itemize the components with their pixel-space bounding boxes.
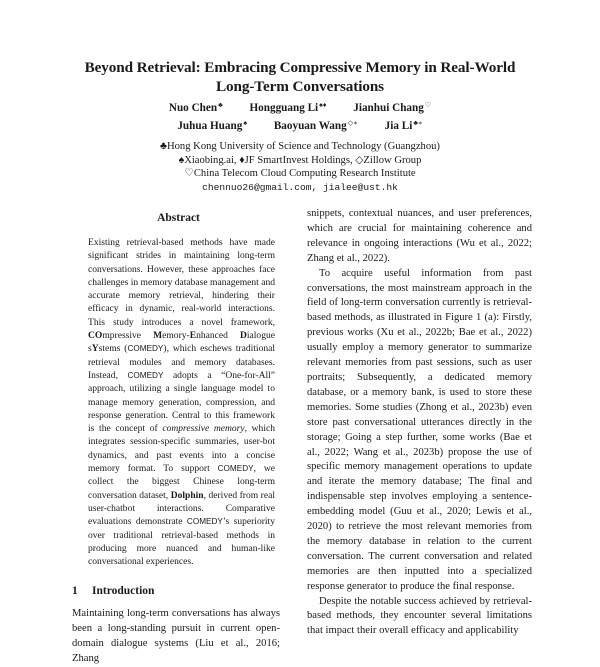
- affiliation-mark: ♠♦: [319, 101, 327, 109]
- abstract-text: adopts a “One-for-All” approach, utilizing a single language model to manage memory generation, compression, and response generation. Central to this framework is the concept of: [88, 369, 276, 435]
- author-name: Baoyuan Wang: [273, 120, 347, 132]
- acronym-letter: D: [239, 330, 247, 342]
- abstract-text: , which integrates session-specific summaries, user-bot dynamics, and past events into a concise memory format. To support: [88, 423, 275, 475]
- abstract-text: , derived from real user-chatbot interactions. Comparative evaluations demonstrate: [88, 489, 275, 528]
- affiliation-mark: ♣: [218, 101, 223, 109]
- author-list: [60, 98, 540, 134]
- introduction-paragraph: Maintaining long-term conversations has always been a long-standing pursuit in current open-domain dialogue systems (Liu et al., 2016; Zhang: [72, 608, 280, 665]
- author: [274, 120, 358, 132]
- emphasis-term: compressive memory: [162, 423, 245, 435]
- abstract-text: ), which eschews traditional retrieval modules and memory databases. Instead,: [88, 343, 276, 381]
- abstract-heading: Abstract: [157, 212, 200, 224]
- body-paragraph: To acquire useful information from past conversations, the most mainstream approach in the field of long-term conversation currently is retrieval-based methods, as illustrated in Figure 1 (a): Firstly, previous works (Xu et al., 2022b; Bae et al., 2022) usually employ a memory generator to summarize relevant memories from past sessions, such as user portraits; Subsequently, a dedicated memory database, or a memory bank, is used to store these memories. Some studies (Zhong et al., 2023b) even store past conversational utterances directly in the storage; Going a step further, some works (Bae et al., 2022; Wang et al., 2023b) propose the use of specific memory management operations to update and iterate the memory database; The final and indispensable step involves employing a sentence-embedding model (Guu et al., 2020; Lewis et al., 2020) to retrieve the most relevant memories from the memory database in relation to the current conversation. The current conversation and related memories are then inputted into a specialized response generator to produce the final response.: [307, 267, 532, 592]
- affiliation-line: ♠Xiaobing.ai, ♦JF SmartInvest Holdings, ◇Zillow Group: [178, 154, 422, 166]
- section-heading-introduction: [72, 585, 275, 597]
- abstract-text: nhanced: [196, 330, 240, 342]
- abstract-text: Existing retrieval-based methods have made significant strides in maintaining long-term conversations. However, these approaches face challenges in memory database management and accurate memory retrieval, hindering their efficacy in dynamic, real-world interactions. This study introduces a novel framework,: [88, 237, 275, 328]
- affiliation-mark: ◇∗: [347, 119, 358, 127]
- body-paragraph: snippets, contextual nuances, and user preferences, which are crucial for maintaining coherence and relevance in ongoing interactions (Wu et al., 2022; Zhang et al., 2022).: [307, 208, 532, 264]
- system-name: COMEDY: [127, 370, 164, 380]
- dataset-name: Dolphin: [170, 489, 204, 501]
- author: [249, 102, 326, 114]
- affiliations: [60, 140, 540, 194]
- author: [385, 120, 423, 132]
- system-name: COMEDY: [186, 517, 223, 527]
- author-name: Hongguang Li: [249, 102, 319, 114]
- abstract-text: ’s superiority over traditional retrieval-based methods in producing more nuanced and human-like conversational experiences.: [88, 516, 275, 568]
- title-line-2: Long-Term Conversations: [215, 78, 384, 95]
- author: [177, 120, 247, 132]
- system-name: COMEDY: [217, 464, 254, 474]
- author-name: Juhua Huang: [177, 120, 243, 132]
- paper-title: [60, 58, 540, 96]
- title-line-1: Beyond Retrieval: Embracing Compressive Memory in Real-World: [84, 59, 516, 76]
- section-number: 1: [72, 585, 78, 598]
- abstract-text: mpressive: [102, 330, 154, 342]
- acronym-letter: M: [153, 330, 163, 342]
- author-name: Jianhui Chang: [353, 102, 424, 114]
- abstract-text: stems (: [98, 343, 128, 355]
- author: [169, 102, 223, 114]
- acronym-letter: E: [189, 330, 197, 342]
- contact-emails: chennuo26@gmail.com, jialee@ust.hk: [202, 181, 398, 193]
- author: [353, 102, 431, 114]
- author-row-1: [60, 98, 540, 116]
- abstract-body: [88, 236, 275, 568]
- right-column: [307, 207, 532, 639]
- abstract-text: , we collect the biggest Chinese long-term conversation dataset,: [88, 463, 275, 501]
- acronym-letter: Y: [91, 343, 99, 355]
- section-title: Introduction: [92, 585, 155, 598]
- abstract-text: emory-: [162, 330, 190, 342]
- abstract-text: ialogue s: [88, 330, 275, 355]
- system-name: COMEDY: [127, 344, 164, 354]
- acronym-letter: CO: [88, 330, 103, 342]
- affiliation-mark: ♣∗: [413, 119, 423, 127]
- left-column: [72, 212, 280, 667]
- affiliation-line: ♡China Telecom Cloud Computing Research Institute: [184, 168, 416, 180]
- affiliation-line: ♣Hong Kong University of Science and Technology (Guangzhou): [160, 141, 440, 152]
- affiliation-mark: ♠: [243, 119, 248, 127]
- author-name: Nuo Chen: [168, 102, 218, 114]
- body-paragraph: Despite the notable success achieved by retrieval-based methods, they encounter several limitations that impact their overall efficacy and applicability: [307, 595, 532, 637]
- author-row-2: [60, 116, 540, 134]
- author-name: Jia Li: [384, 120, 413, 132]
- affiliation-mark: ♡: [424, 101, 432, 109]
